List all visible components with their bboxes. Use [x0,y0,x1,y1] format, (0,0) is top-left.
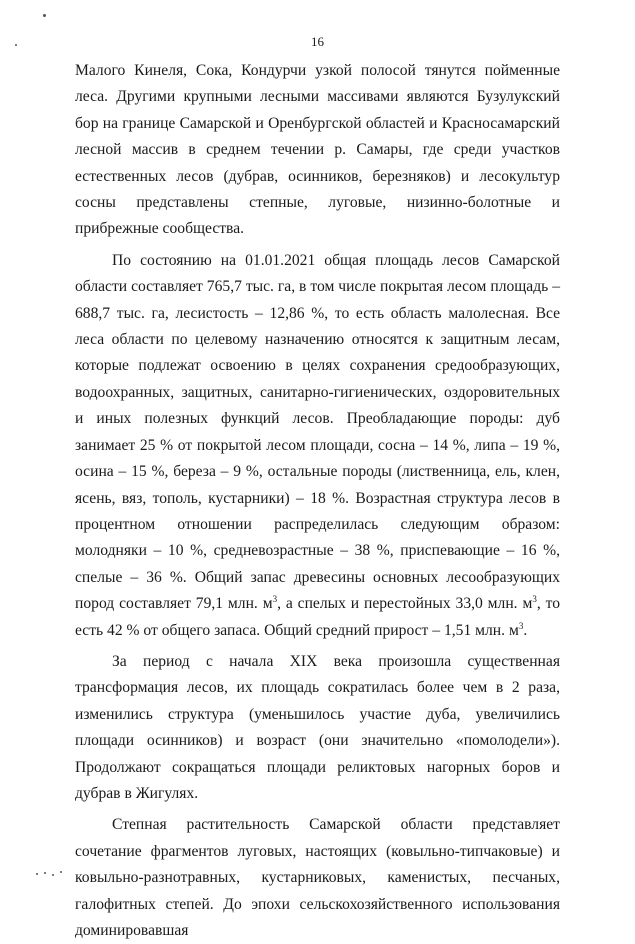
paragraph-2-text-b: , а спелых и перестойных 33,0 млн. м [277,595,533,613]
paragraph-2-text-d: . [523,621,528,639]
superscript-cubic: 3 [272,593,278,604]
document-body [75,58,560,944]
paragraph-2-text-a: По состоянию на 01.01.2021 общая площадь лесов Самарской области составляет 765,7 тыс. га, в том числе покрытая лесом площадь – 688,7 тыс. га, лесистость – 12,86 %, то есть область малолесная. Все леса области по целевому назначению относятся к защитным лесам, которые подлежат освоению в целях сохранения средообразующих, водоохранных, защитных, санитарно-гигиенических, оздоровительных и иных полезных функций лесов. Преобладающие породы: дуб занимает 25 % от покрытой лесом площади, сосна – 14 %, липа – 19 %, осина – 15 %, береза – 9 %, остальные породы (лиственница, ель, клен, ясень, вяз, тополь, кустарники) – 18 %. Возрастная структура лесов в процентном отношении распределилась следующим образом: молодняки – 10 %, средневозрастные – 38 %, приспевающие – 16 %, спелые – 36 %. Общий запас древесины основных лесообразующих пород составляет 79,1 млн. м [75,251,560,613]
scan-speck [52,874,54,876]
page-number: 16 [311,34,324,49]
superscript-cubic: 3 [532,593,537,604]
scan-speck [43,14,46,17]
paragraph-4: Степная растительность Самарской области представляет сочетание фрагментов луговых, настоящих (ковыльно-типчаковые) и ковыльно-разнотравных, кустарниковых, каменистых, песчаных, галофитных степей. До эпохи сельскохозяйственного использования доминировавшая [75,816,560,939]
superscript-cubic: 3 [518,620,524,631]
paragraph-1: Малого Кинеля, Сока, Кондурчи узкой полосой тянутся пойменные леса. Другими крупными лесными массивами являются Бузулукский бор на границе Самарской и Оренбургской областей и Красносамарский лесной массив в среднем течении р. Самары, где среди участков естественных лесов (дубрав, осинников, березняков) и лесокультур сосны представлены степные, луговые, низинно-болотные и прибрежные сообщества. [75,62,560,238]
paragraph-3: За период с начала XIX века произошла существенная трансформация лесов, их площадь сократилась более чем в 2 раза, изменились структура (уменьшилось участие дуба, увеличились площади осинников) и возраст (они значительно «помолодели»). Продолжают сокращаться площади реликтовых нагорных боров и дубрав в Жигулях. [75,652,560,802]
scan-speck [36,873,38,875]
scan-speck [44,872,46,874]
paragraph-2-text-c: , то есть 42 % от общего запаса. Общий средний прирост – 1,51 млн. м [75,595,561,639]
scan-speck [60,871,62,873]
paragraph-2 [75,248,560,644]
scan-speck [15,44,17,46]
